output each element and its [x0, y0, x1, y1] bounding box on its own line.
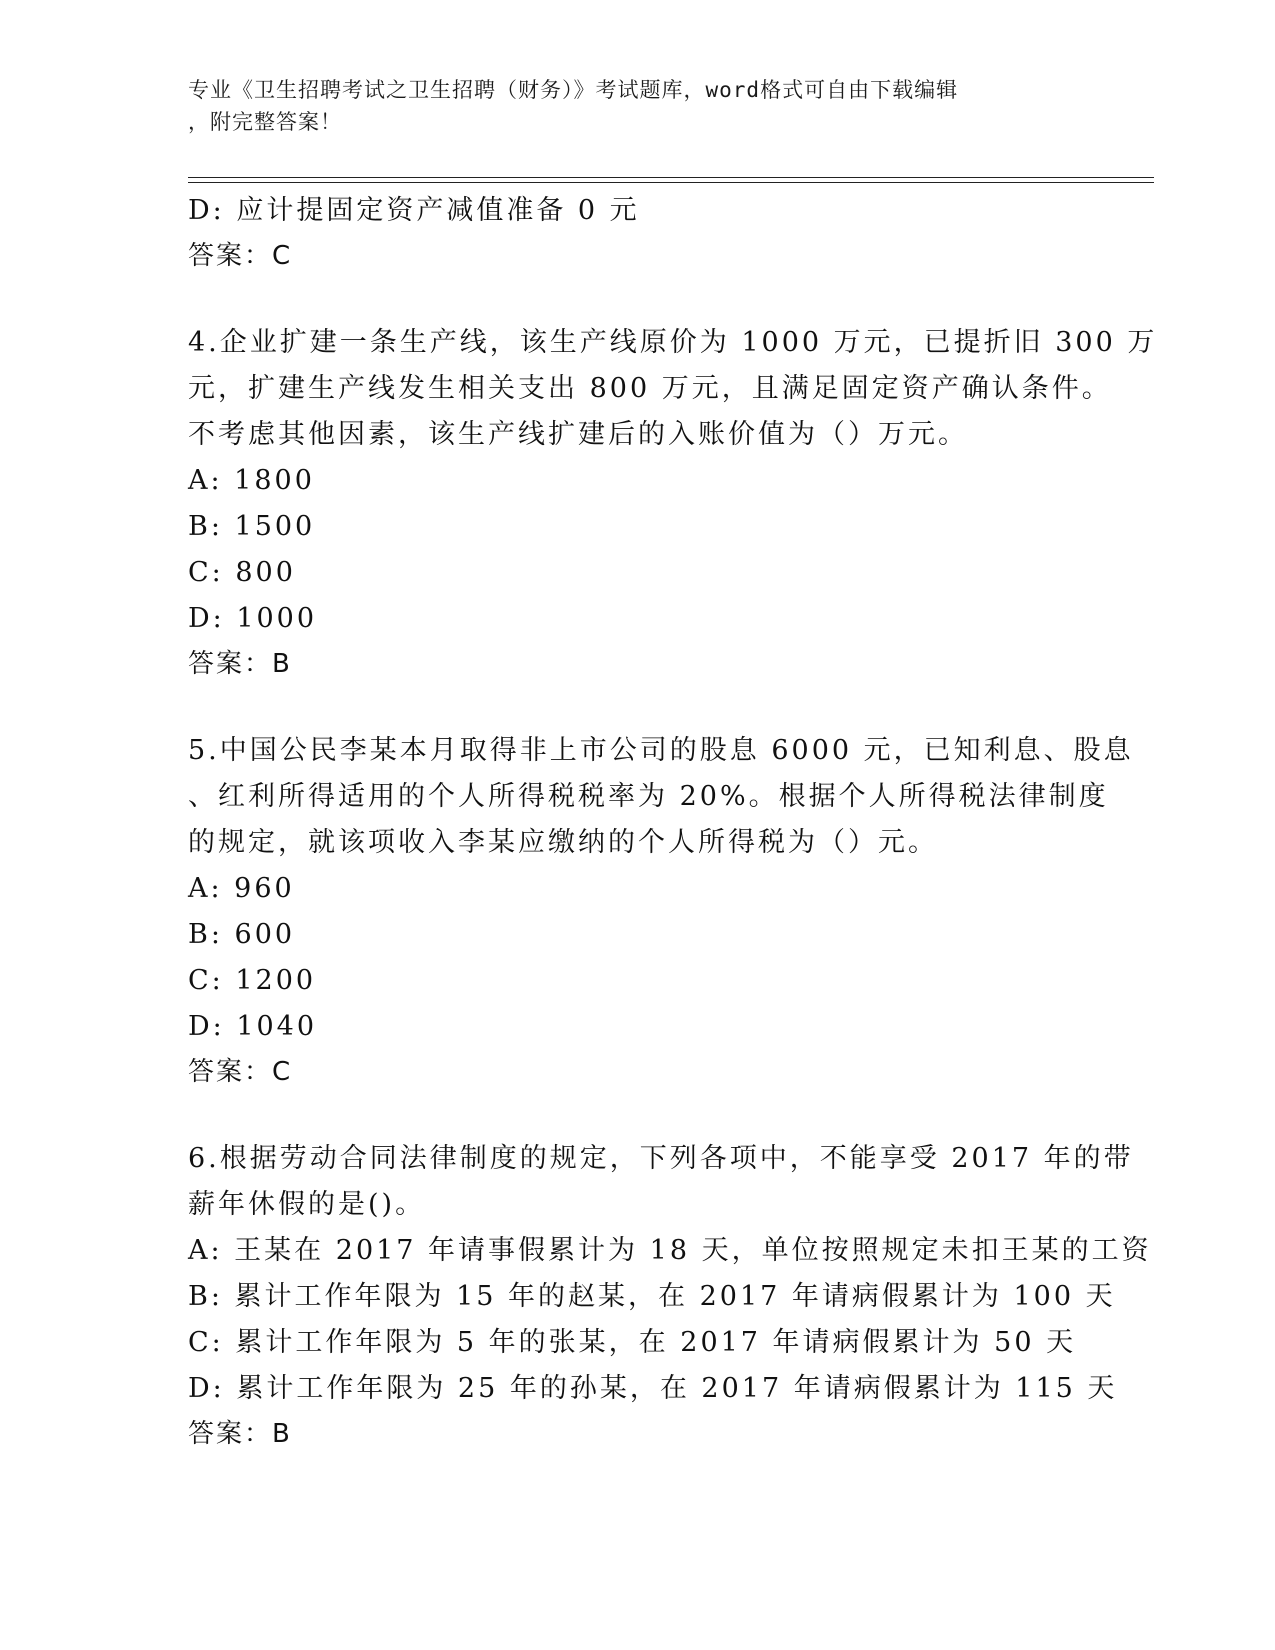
option-a: A: 王某在 2017 年请事假累计为 18 天，单位按照规定未扣王某的工资 — [188, 1235, 1152, 1266]
question-stem-line: 薪年休假的是()。 — [188, 1189, 426, 1220]
question-stem-line: 6.根据劳动合同法律制度的规定，下列各项中，不能享受 2017 年的带 — [188, 1143, 1134, 1174]
question-stem-line: 的规定，就该项收入李某应缴纳的个人所得税为（）元。 — [188, 827, 938, 858]
question-content — [188, 188, 1158, 1456]
option-b: B: 1500 — [188, 511, 316, 542]
option-c: C: 累计工作年限为 5 年的张某，在 2017 年请病假累计为 50 天 — [188, 1327, 1077, 1358]
question-4 — [188, 320, 1158, 686]
question-5 — [188, 728, 1134, 1094]
answer-line: 答案：C — [188, 1057, 293, 1087]
option-c: C: 1200 — [188, 965, 317, 996]
question-stem-line: 、红利所得适用的个人所得税税率为 20%。根据个人所得税法律制度 — [188, 781, 1109, 812]
carryover-block — [188, 188, 1088, 278]
header-divider-bottom — [188, 182, 1154, 183]
question-6 — [188, 1136, 1152, 1456]
question-stem-line: 不考虑其他因素，该生产线扩建后的入账价值为（）万元。 — [188, 419, 968, 450]
page-header — [188, 74, 1088, 138]
option-a: A: 960 — [188, 873, 295, 904]
header-line-1: 专业《卫生招聘考试之卫生招聘（财务）》考试题库，word格式可自由下载编辑 — [188, 78, 959, 102]
question-stem-line: 5.中国公民李某本月取得非上市公司的股息 6000 元，已知利息、股息 — [188, 735, 1134, 766]
option-b: B: 600 — [188, 919, 296, 950]
option-c: C: 800 — [188, 557, 296, 588]
option-d: D: 应计提固定资产减值准备 0 元 — [188, 195, 640, 226]
header-divider-top — [188, 177, 1154, 178]
header-line-2: ，附完整答案！ — [188, 110, 342, 134]
option-d: D: 1040 — [188, 1011, 318, 1042]
answer-line: 答案：B — [188, 649, 292, 679]
option-d: D: 1000 — [188, 603, 318, 634]
answer-line: 答案：C — [188, 241, 293, 271]
answer-line: 答案：B — [188, 1419, 292, 1449]
option-a: A: 1800 — [188, 465, 315, 496]
option-d: D: 累计工作年限为 25 年的孙某，在 2017 年请病假累计为 115 天 — [188, 1373, 1118, 1404]
question-stem-line: 元，扩建生产线发生相关支出 800 万元，且满足固定资产确认条件。 — [188, 373, 1112, 404]
option-b: B: 累计工作年限为 15 年的赵某，在 2017 年请病假累计为 100 天 — [188, 1281, 1116, 1312]
question-stem-line: 4.企业扩建一条生产线，该生产线原价为 1000 万元，已提折旧 300 万 — [188, 327, 1158, 358]
